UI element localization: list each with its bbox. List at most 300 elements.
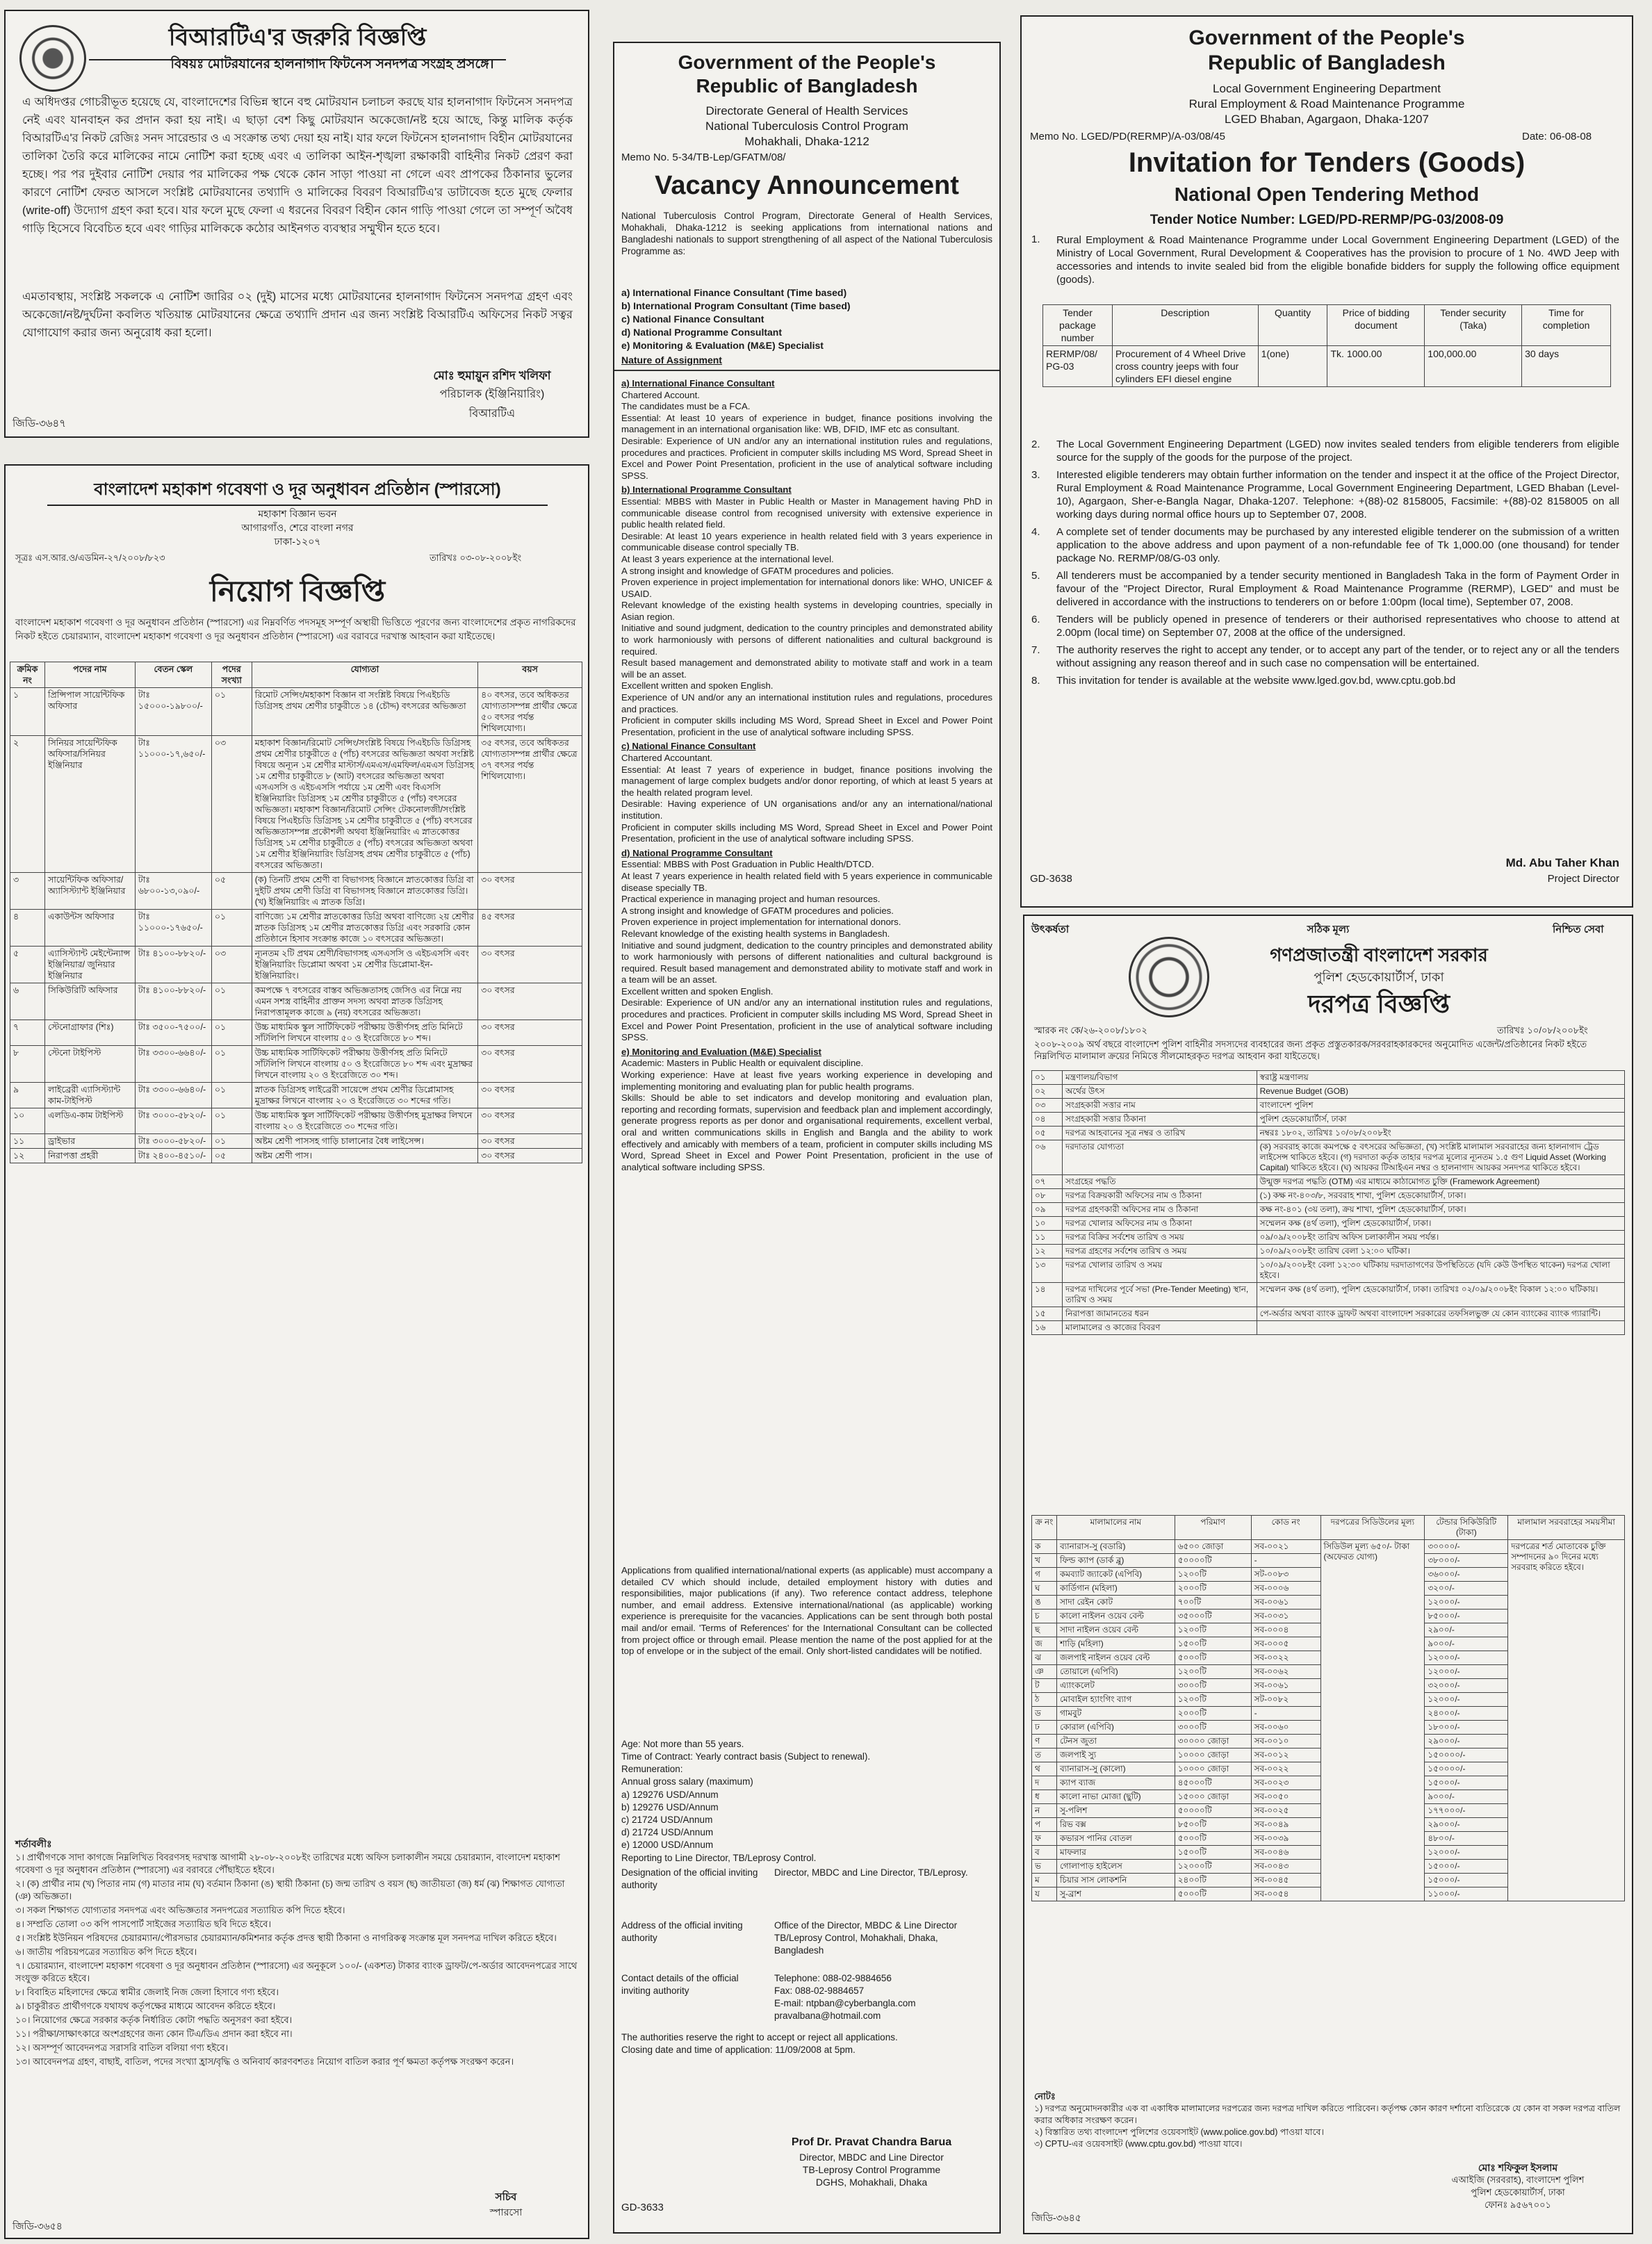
table-cell: ০৯: [1032, 1203, 1063, 1217]
brta-logo: [19, 25, 86, 92]
table-cell: সংগ্রহকারী সত্তার ঠিকানা: [1062, 1113, 1257, 1127]
table-cell: ৬৫০০ জোড়া: [1175, 1540, 1251, 1554]
ntp-contact-l: Contact details of the official inviting authority: [621, 1973, 742, 1996]
sparrso-code: জিডি-৩৬৫৪: [13, 2220, 63, 2231]
position-item: c) National Finance Consultant: [621, 313, 764, 325]
item-number: 6.: [1031, 614, 1040, 625]
police-notes: [1034, 2103, 1622, 2150]
table-cell: অষ্টম শ্রেণী পাস।: [252, 1149, 477, 1163]
table-cell: ঝ: [1032, 1651, 1057, 1665]
sparrso-org: বাংলাদেশ মহাকাশ গবেষণা ও দূর অনুধাবন প্রতিষ্ঠান (স্পারসো): [47, 477, 548, 506]
sparrso-notice: [4, 464, 589, 2239]
police-corner3: নিশ্চিত সেবা: [1553, 924, 1604, 935]
table-row: [1032, 1113, 1625, 1127]
table-cell: সংগ্রহের পদ্ধতি: [1062, 1175, 1257, 1189]
table-cell: গামবুট: [1056, 1707, 1175, 1721]
table-header-cell: কোড নং: [1251, 1516, 1320, 1540]
table-cell: ৩০০০০ জোড়া: [1175, 1735, 1251, 1748]
table-cell: -: [1251, 1554, 1320, 1568]
table-cell: ১০: [10, 1108, 45, 1134]
table-cell: ১৭৭০০০/-: [1425, 1804, 1508, 1818]
sparrso-terms: [15, 1851, 578, 2070]
ntp-closing: Closing date and time of application: 11/09/2008 at 5pm.: [621, 2045, 856, 2055]
table-row: [1032, 1140, 1625, 1175]
table-cell: ম: [1032, 1874, 1057, 1887]
table-header-cell: Time for completion: [1522, 305, 1611, 346]
list-item: [1031, 438, 1619, 464]
police-corner2: সঠিক মূল্য: [1307, 924, 1350, 935]
police-intro: ২০০৮-২০০৯ অর্থ বছরে বাংলাদেশ পুলিশ বাহিনীর সদস্যদের ব্যবহারের জন্য প্রকৃত প্রস্তুতকারক/সরবরাহকারকদের অনুমোদিত এজেন্ট/প্রতিষ্ঠানের নিকট হইতে নিম্নলিখিত মালামাল ক্রয়ের নিমিত্তে সীলমোহরকৃত দরপত্র আহবান করা যাইতেছে।: [1034, 1039, 1589, 1061]
term-item: ১২। অসম্পূর্ণ আবেদনপত্র সরাসরি বাতিল বলিয়া গণ্য হইবে।: [15, 2042, 229, 2053]
table-cell: সব-০০১০: [1251, 1735, 1320, 1748]
table-cell: জলপাই স্যু: [1056, 1748, 1175, 1762]
table-row: [1032, 1203, 1625, 1217]
table-cell: ঞ: [1032, 1665, 1057, 1679]
police-hq: পুলিশ হেডকোয়ার্টার্স, ঢাকা: [1314, 970, 1444, 984]
table-cell: ন্যূনতম ২টি প্রথম শ্রেণী/বিভাগসহ এসএসসি ও এইচএসসি এবং ইঞ্জিনিয়ারিং ডিপ্লোমা অথবা ১ম শ্রেণীর ডিপ্লোমা-ইন-ইঞ্জিনিয়ারিং।: [252, 947, 477, 983]
table-cell: ১৫০০০/-: [1425, 1874, 1508, 1887]
police-corner1: উৎকর্ষতা: [1031, 924, 1070, 935]
item-text: Tenders will be publicly opened in presence of tenderers or their authorised representatives who choose to attend at 2.00pm (local time) on September 07, 2008 at the office of the undersigned.: [1056, 614, 1619, 639]
table-cell: তোয়ালে (এপিবি): [1056, 1665, 1175, 1679]
section-heading: d) National Programme Consultant: [621, 847, 773, 858]
table-cell: ঢ: [1032, 1721, 1057, 1735]
ntp-intro: National Tuberculosis Control Program, Directorate General of Health Services, Mohakhali, Dhaka-1212 is seeking applications from international nations and Bangladeshi nationals to support strengthening of all aspect of the National Tuberculosis Programme as:: [621, 211, 995, 256]
term-item: ৮। বিবাহিত মহিলাদের ক্ষেত্রে স্বামীর জেলাই নিজ জেলা হিসাবে গণ্য হইবে।: [15, 1987, 279, 1997]
position-item: b) International Program Consultant (Time based): [621, 300, 851, 311]
table-header-cell: Quantity: [1258, 305, 1327, 346]
item-text: This invitation for tender is available at the website www.lged.gov.bd, www.cptu.gob.bd: [1056, 675, 1456, 687]
table-header-cell: যোগ্যতা: [252, 662, 477, 688]
table-cell: ১৫০০০/-: [1425, 1776, 1508, 1790]
table-cell: ০৪: [1032, 1113, 1063, 1127]
ntp-sig2: TB-Leprosy Control Programme: [802, 2164, 941, 2175]
table-cell: সব-০০২৫: [1251, 1804, 1320, 1818]
table-row: [1032, 1321, 1625, 1335]
table-cell: ৫০০০০টি: [1175, 1804, 1251, 1818]
sparrso-bhaban: মহাকাশ বিজ্ঞান ভবন: [258, 508, 337, 519]
table-cell: 30 days: [1522, 346, 1611, 387]
table-cell: ৩০ বৎসর: [478, 947, 582, 983]
lged-memo: Memo No. LGED/PD(RERMP)/A-03/08/45: [1030, 131, 1225, 142]
police-phone: ফোনঃ ৯৫৬৭০০১: [1485, 2200, 1551, 2210]
table-cell: দরপত্র আহবানের সূত্র নম্বর ও তারিখ: [1062, 1127, 1257, 1140]
table-cell: শাড়ি (মহিলা): [1056, 1637, 1175, 1651]
table-row: [1032, 1245, 1625, 1259]
table-cell: ১২০০০টি: [1175, 1860, 1251, 1874]
table-cell: ১২: [10, 1149, 45, 1163]
table-cell: পে-অর্ডার অথবা ব্যাংক ড্রাফট অথবা বাংলাদেশ সরকারের তফসিলভুক্ত যে কোন ব্যাংকের ব্যাংক গ্যারান্টি।: [1257, 1307, 1624, 1321]
table-cell: ৫০০০টি: [1175, 1832, 1251, 1846]
table-cell: ৩০ বৎসর: [478, 873, 582, 910]
table-row: [1032, 1283, 1625, 1307]
table-cell: ২০০০টি: [1175, 1582, 1251, 1596]
table-cell: দরপত্র বিক্রির সর্বশেষ তারিখ ও সময়: [1062, 1231, 1257, 1245]
table-cell: সব-০০৬০: [1251, 1721, 1320, 1735]
table-cell: ৪০ বৎসর, তবে অধিকতর যোগ্যতাসম্পন্ন প্রার্থীর ক্ষেত্রে ৫০ বৎসর পর্যন্ত শিথিলযোগ্য।: [478, 688, 582, 736]
table-cell: ৪৫ বৎসর: [478, 910, 582, 947]
table-cell: 100,000.00: [1425, 346, 1522, 387]
table-cell: কক্ষ নং-৪০১ (৩য় তলা), ক্রয় শাখা, পুলিশ হেডকোয়ার্টার্স, ঢাকা।: [1257, 1203, 1624, 1217]
table-cell: ৪: [10, 910, 45, 947]
table-cell: ২৪০০টি: [1175, 1874, 1251, 1887]
ntp-contact-v: Telephone: 088-02-9884656 Fax: 088-02-9884657 E-mail: ntpban@cyberbangla.com pravalbana@hotmail.com: [774, 1973, 916, 2021]
table-cell: সব-০০০৫: [1251, 1637, 1320, 1651]
table-cell: ১২০০টি: [1175, 1568, 1251, 1582]
table-cell: ঠ: [1032, 1693, 1057, 1707]
table-cell: কমপক্ষে ৭ বৎসরের বাস্তব অভিজ্ঞতাসহ জেসিও এর নিম্নে নয় এমন সশস্ত্র বাহিনীর প্রাক্তন সদস্য অথবা স্নাতক ডিগ্রিসহ নিরাপত্তামূলক কাজে ৯ (নয়) বৎসরের অভিজ্ঞতা।: [252, 983, 477, 1020]
table-cell: ৫০০০টি: [1175, 1887, 1251, 1901]
sparrso-intro: বাংলাদেশ মহাকাশ গবেষণা ও দূর অনুধাবন প্রতিষ্ঠান (স্পারসো) এর নিম্নবর্ণিত পদসমূহ সম্পূর্ণ অস্থায়ী ভিত্তিতে পূরণের জন্য বাংলাদেশের প্রকৃত নাগরিকদের নিকট হইতে চেয়ারম্যান, বাংলাদেশ মহাকাশ গবেষণা ও দূর অনুধাবন প্রতিষ্ঠান (স্পারসো) এর বরাবরে দরখাস্ত আহবান করা যাইতেছে।: [15, 617, 579, 641]
table-cell: দরপত্র গ্রহণের সর্বশেষ তারিখ ও সময়: [1062, 1245, 1257, 1259]
lged-gov2: Republic of Bangladesh: [1208, 51, 1446, 74]
table-cell: ধ: [1032, 1790, 1057, 1804]
table-cell: ০৯/০৯/২০০৮ইং তারিখ অফিস চলাকালীন সময় পর্যন্ত।: [1257, 1231, 1624, 1245]
table-cell: ০১: [211, 1020, 252, 1046]
ntp-sections: [621, 375, 992, 1173]
table-cell: ২৯০০০/-: [1425, 1818, 1508, 1832]
table-cell: গোলাপাড় হাইলেস: [1056, 1860, 1175, 1874]
table-cell: মহাকাশ বিজ্ঞান/রিমোট সেন্সিং/সংশ্লিষ্ট বিষয়ে পিএইচডি ডিগ্রিসহ প্রথম শ্রেণীর চাকুরীতে ৫ (পাঁচ) বৎসরের অভিজ্ঞতা অথবা সংশ্লিষ্ট বিষয়ে অন্যূন ১ম শ্রেণীর মাস্টার্স/এমএস/এমফিল/এমএস ডিগ্রিসহ ১ম শ্রেণীর চাকুরীতে ৮ (আট) বৎসরের অভিজ্ঞতা অথবা এসএসসি ও এইচএসসি পর্যায়ে ১ম শ্রেণী এবং বিএসসি ইঞ্জিনিয়ারিং ডিগ্রিসহ ১ম শ্রেণীর চাকুরীতে ৫ (পাঁচ) বৎসরের অভিজ্ঞতা। মহাকাশ বিজ্ঞান/রিমোট সেন্সিং টেকনোলজী/সংশ্লিষ্ট বিষয়ে পিএইচডি ডিগ্রিসহ ১ম শ্রেণীর চাকুরীতে ৫ (পাঁচ) বৎসরের অভিজ্ঞতাসম্পন্ন প্রকৌশলী অথবা ইঞ্জিনিয়ারিং এ স্নাতকোত্তর ডিগ্রিসহ ১ম শ্রেণীর চাকুরীতে ৫ (পাঁচ) বৎসরের অভিজ্ঞতা অথবা ১ম শ্রেণীর ইঞ্জিনিয়ারিং ডিগ্রিসহ প্রথম শ্রেণীর চাকুরীতে ৫ (পাঁচ) বৎসরের অভিজ্ঞতা।: [252, 736, 477, 873]
table-cell: উচ্চ মাধ্যমিক স্কুল সার্টিফিকেট পরীক্ষায় উত্তীর্ণসহ প্রতি মিনিটে সাঁটলিপি লিখনে বাংলায় ৫০ ও ইংরেজিতে ৮০ শব্দ।: [252, 1020, 477, 1046]
list-item: [1031, 613, 1619, 639]
table-cell: ১২০০০/-: [1425, 1665, 1508, 1679]
table-cell: ৮: [10, 1046, 45, 1083]
ntp-addr-l: Address of the official inviting authority: [621, 1920, 746, 1943]
police-hq2: পুলিশ হেডকোয়ার্টার্স, ঢাকা: [1471, 2187, 1565, 2197]
table-cell: ২০০০টি: [1175, 1707, 1251, 1721]
brta-signer: মোঃ হুমায়ুন রশিদ খলিফা: [433, 369, 551, 382]
table-cell: সব-০০৬২: [1251, 1665, 1320, 1679]
table-cell: মোবাইল হ্যাংগিং ব্যাগ: [1056, 1693, 1175, 1707]
table-cell: সব-০০০৪: [1251, 1623, 1320, 1637]
table-cell: ঙ: [1032, 1596, 1057, 1610]
table-cell: ক: [1032, 1540, 1057, 1554]
table-cell: সব-০০৪৫: [1251, 1874, 1320, 1887]
table-header-cell: পরিমাণ: [1175, 1516, 1251, 1540]
table-cell: ১৫০০টি: [1175, 1637, 1251, 1651]
table-cell: স্টেনোগ্রাফার (শিঃ): [44, 1020, 135, 1046]
table-cell: জ: [1032, 1637, 1057, 1651]
table-cell: সব-০০২৩: [1251, 1776, 1320, 1790]
table-cell: লাইব্রেরী এ্যাসিস্ট্যান্ট কাম-টাইপিস্ট: [44, 1083, 135, 1108]
table-cell: ০৩: [211, 947, 252, 983]
table-cell: ০২: [1032, 1085, 1063, 1099]
table-cell: Tk. 1000.00: [1327, 346, 1425, 387]
term-item: ৫। সংশ্লিষ্ট ইউনিয়ন পরিষদের চেয়ারম্যান/পৌরসভার চেয়ারম্যান/কমিশনার কর্তৃক প্রদত্ত স্থায়ী ঠিকানা ও নাগরিকত্ব সংক্রান্ত মূল সনদপত্র দাখিল করিতে হইবে।: [15, 1933, 557, 1943]
sparrso-title: নিয়োগ বিজ্ঞপ্তি: [209, 575, 386, 607]
sparrso-date: তারিখঃ ০৩-০৮-২০০৮ইং: [430, 552, 522, 563]
item-number: 2.: [1031, 439, 1040, 450]
table-row: [10, 1134, 582, 1149]
table-cell: ১৫০০০ জোড়া: [1175, 1790, 1251, 1804]
table-cell: ৮৫০০টি: [1175, 1818, 1251, 1832]
table-cell: দরপত্র দাখিলের পূর্বে সভা (Pre-Tender Meeting) স্থান, তারিখ ও সময়: [1062, 1283, 1257, 1307]
table-cell: ১২০০টি: [1175, 1693, 1251, 1707]
table-cell: টাঃ ১১০০০-১৭৬৫০/-: [135, 910, 211, 947]
ntp-title: Vacancy Announcement: [655, 171, 959, 200]
table-cell: ০৫: [1032, 1127, 1063, 1140]
lged-designation: Project Director: [1547, 873, 1619, 885]
table-row: [10, 1108, 582, 1134]
police-designation: এআইজি (সরবরাহ), বাংলাদেশ পুলিশ: [1451, 2175, 1585, 2185]
brta-title: বিআরটিএ'র জরুরি বিজ্ঞপ্তি: [89, 19, 506, 60]
ntp-memo: Memo No. 5-34/TB-Lep/GFATM/08/: [621, 151, 786, 163]
table-cell: টাঃ ৩৩০০-৬৬৪০/-: [135, 1046, 211, 1083]
table-cell: ১৬: [1032, 1321, 1063, 1335]
table-cell: ০৬: [1032, 1140, 1063, 1175]
table-header-cell: Tender security (Taka): [1425, 305, 1522, 346]
table-cell: ০৩: [211, 736, 252, 873]
table-cell: 1(one): [1258, 346, 1327, 387]
item-number: 8.: [1031, 675, 1040, 687]
table-cell: সাদা রেইন কোট: [1056, 1596, 1175, 1610]
table-header-cell: Tender package number: [1043, 305, 1113, 346]
table-cell: সিকিউরিটি অফিসার: [44, 983, 135, 1020]
brta-designation: পরিচালক (ইঞ্জিনিয়ারিং): [439, 388, 545, 400]
table-cell: য: [1032, 1887, 1057, 1901]
table-cell: নম্বরঃ ১৮০২, তারিখঃ ১০/০৮/২০০৮ইং: [1257, 1127, 1624, 1140]
table-cell: ড্রাইভার: [44, 1134, 135, 1149]
table-row: [10, 736, 582, 873]
lged-items: [1031, 438, 1619, 691]
table-header-cell: টেন্ডার সিকিউরিটি (টাকা): [1425, 1516, 1508, 1540]
table-cell: স্নাতক ডিগ্রিসহ লাইব্রেরী সায়েন্সে প্রথম শ্রেণীর ডিপ্লোমাসহ মুদ্রাক্ষর লিখনে বাংলায় ২০ ও ইংরেজিতে ৩০ শব্দের গতি।: [252, 1083, 477, 1108]
table-cell: ৯০০০/-: [1425, 1790, 1508, 1804]
table-cell: পুলিশ হেডকোয়ার্টার্স, ঢাকা: [1257, 1113, 1624, 1127]
brta-notice: [4, 10, 589, 438]
table-cell: টাঃ ১১০০০-১৭,৬৫০/-: [135, 736, 211, 873]
table-cell: ভ: [1032, 1860, 1057, 1874]
table-cell: এ্যাসিস্ট্যান্ট মেইন্টেন্যান্স ইঞ্জিনিয়ার/ জুনিয়ার ইঞ্জিনিয়ার: [44, 947, 135, 983]
table-cell: ২৪০০০/-: [1425, 1707, 1508, 1721]
table-cell: ৩৬০০০/-: [1425, 1568, 1508, 1582]
table-row: [10, 910, 582, 947]
sparrso-table: [10, 662, 582, 1163]
table-cell: ১০/০৯/২০০৮ইং তারিখ বেলা ১২:০০ ঘটিকা।: [1257, 1245, 1624, 1259]
table-cell: কালো নাইলন ওয়েব বেল্ট: [1056, 1610, 1175, 1623]
table-cell: টাঃ ৩৫০০-৭৫০০/-: [135, 1020, 211, 1046]
brta-para1: এ অধিদপ্তর গোচরীভূত হয়েছে যে, বাংলাদেশের বিভিন্ন স্থানে বহু মোটরযান চলাচল করছে যার হালনাগাদ ফিটনেস সনদপত্র নেই এবং যানবাহন কর প্রদান করা হয় নাই। এ ছাড়া বেশ কিছু মোটরযান অকেজো/নষ্ট হয়ে আছে, কিন্তু মালিক কর্তৃক বিআরটিএ'র নিকট রেজিঃ সনদ সারেন্ডার ও এ সংক্রান্ত তথ্য দেয়া হয় নাই। যার ফলে ফিটনেস হালনাগাদ বিহীন মোটরযানের তালিকা তৈরি করে মালিকের নামে নোটিশ করা হচ্ছে এবং এ তালিকা আইন-শৃঙ্খলা রক্ষাকারী বাহিনীর নিকট প্রেরণ করা হচ্ছে। পর পর দুইবার নোটিশ দেয়ার পর মালিকের পক্ষ থেকে কোন সাড়া পাওয়া না গেলে এবং প্রাপকের ঠিকানার ভুলের কারণে নোটিশ ফেরত আসলে সংশ্লিষ্ট মোটরযানের তথ্যাদি ও মালিকের বিবরণ বিআরটিএ'র ডাটাবেজ হতে মুছে ফেলার (write-off) উদ্যোগ গ্রহণ করা হবে। যার ফলে মুছে ফেলা এ ধরনের বিবরণ বিহীন কোন গাড়ি পাওয়া গেলে তা সম্পূর্ণ অবৈধ গাড়ি হিসেবে বিবেচিত হবে এবং গাড়ির মালিককে কঠোর আইনগত ব্যবস্থার সম্মুখীন হতে হবে।: [22, 96, 576, 235]
list-item: [1031, 468, 1619, 521]
table-cell: সু-ব্রাশ: [1056, 1887, 1175, 1901]
table-cell: এ্যাংকলেট: [1056, 1679, 1175, 1693]
table-header-cell: দরপত্রের সিডিউলের মূল্য: [1320, 1516, 1425, 1540]
table-cell: ৭০০টি: [1175, 1596, 1251, 1610]
note-item: ১) দরপত্র অনুমোদনকারীর এক বা একাধিক মালামালের দরপত্রের জন্য দরপত্র দাখিল করিতে পারিবেন। কর্তৃপক্ষ কোন কারণ দর্শানো ব্যতিরেকে যে কোন বা সকল দরপত্র বাতিল করার অধিকার সংরক্ষণ করেন।: [1034, 2104, 1621, 2125]
table-cell: ০৮: [1032, 1189, 1063, 1203]
table-row: [10, 1020, 582, 1046]
table-row: [10, 1083, 582, 1108]
table-cell: সব-০০২২: [1251, 1762, 1320, 1776]
table-cell: ৪৮০০/-: [1425, 1832, 1508, 1846]
delivery-cell: দরপত্রের শর্ত মোতাবেক চুক্তি সম্পাদনের ৯০ দিনের মধ্যে সরবরাহ করিতে হইবে।: [1508, 1540, 1625, 1901]
table-cell: দ: [1032, 1776, 1057, 1790]
brta-subject: বিষয়ঃ মোটরযানের হালনাগাদ ফিটনেস সনদপত্র সংগ্রহ প্রসঙ্গে।: [170, 57, 494, 72]
section-heading: a) International Finance Consultant: [621, 378, 775, 388]
table-header-cell: Price of bidding document: [1327, 305, 1425, 346]
lged-item1: Rural Employment & Road Maintenance Programme under Local Government Engineering Department (LGED) of the Ministry of Local Government, Rural Development & Cooperatives has the provision to procure of 1 No. 4WD Jeep with accessories and intends to invite sealed bid from the eligible bonafide bidders for supply the following office equipment (goods).: [1056, 234, 1623, 286]
table-cell: খ: [1032, 1554, 1057, 1568]
table-cell: ০৩: [1032, 1099, 1063, 1113]
table-cell: টাঃ ৪১০০-৮৮২০/-: [135, 983, 211, 1020]
table-cell: ণ: [1032, 1735, 1057, 1748]
list-item: [1031, 525, 1619, 565]
table-cell: ১৫০০০০/-: [1425, 1762, 1508, 1776]
table-cell: ১২০০০/-: [1425, 1846, 1508, 1860]
table-cell: থ: [1032, 1762, 1057, 1776]
term-item: ৩। সকল শিক্ষাগত যোগ্যতার সনদপত্র এবং অভিজ্ঞতার সনদপত্রের সত্যায়িত কপি দিতে হইবে।: [15, 1905, 345, 1915]
table-cell: সব-০০৬১: [1251, 1679, 1320, 1693]
table-cell: ঘ: [1032, 1582, 1057, 1596]
table-cell: এলডিএ-কাম টাইপিস্ট: [44, 1108, 135, 1134]
lged-notice: Tender Notice Number: LGED/PD-RERMP/PG-03/2008-09: [1150, 213, 1504, 227]
item-number: 3.: [1031, 469, 1040, 481]
table-cell: টাঃ ৩০০০-৫৮২০/-: [135, 1108, 211, 1134]
item-text: The authority reserves the right to accept any tender, or to accept any part of the tender, or to reject any or all the tenders without assigning any reason thereof and in such case no compensation will be entertained.: [1056, 644, 1619, 669]
table-header-cell: পদের সংখ্যা: [211, 662, 252, 688]
list-item: [1031, 644, 1619, 670]
term-item: ১০। নিয়োগের ক্ষেত্রে সরকার কর্তৃক নির্ধারিত কোটা পদ্ধতি অনুসরণ করা হইবে।: [15, 2015, 293, 2025]
table-header-cell: বেতন স্কেল: [135, 662, 211, 688]
table-cell: কমব্যাট জ্যাকেট (এপিবি): [1056, 1568, 1175, 1582]
term-item: ১১। পরীক্ষা/সাক্ষাৎকারে অংশগ্রহণের জন্য কোন টিএ/ডিএ প্রদান করা হইবে না।: [15, 2029, 293, 2039]
table-cell: সব-০০৪৬: [1251, 1846, 1320, 1860]
table-cell: ৯০০০/-: [1425, 1637, 1508, 1651]
table-cell: ৩২০০০/-: [1425, 1679, 1508, 1693]
table-row: [1032, 1259, 1625, 1283]
table-row: [1032, 1071, 1625, 1085]
table-cell: ৩৮০০০/-: [1425, 1554, 1508, 1568]
table-cell: ফ: [1032, 1832, 1057, 1846]
table-cell: ১৮০০০/-: [1425, 1721, 1508, 1735]
term-item: ৬। জাতীয় পরিচয়পত্রের সত্যায়িত কপি দিতে হইবে।: [15, 1947, 197, 1957]
table-row: [1032, 1189, 1625, 1203]
ntp-rights: The authorities reserve the right to accept or reject all applications.: [621, 2032, 898, 2042]
table-cell: ৩২০০/-: [1425, 1582, 1508, 1596]
table-cell: ব্যানারাস-সু (কালো): [1056, 1762, 1175, 1776]
section-heading: c) National Finance Consultant: [621, 741, 756, 752]
police-emblem: [1129, 937, 1209, 1017]
brta-para2: এমতাবস্থায়, সংশ্লিষ্ট সকলকে এ নোটিশ জারির ০২ (দুই) মাসের মধ্যে মোটরযানের হালনাগাদ ফিটনেস সনদপত্র গ্রহণ এবং অকেজো/নষ্ট/দুর্ঘটনা কবলিত খতিয়ান্ত মোটরযানের ক্ষেত্রে তথ্যাদি প্রদান এর জন্য সংশ্লিষ্ট বিআরটিএ অফিসের নিকট সত্বর যোগাযোগ করার জন্য অনুরোধ করা হলো।: [22, 290, 576, 339]
table-cell: ৯: [10, 1083, 45, 1108]
table-cell: উচ্চ মাধ্যমিক স্কুল সার্টিফিকেট পরীক্ষায় উত্তীর্ণসহ মুদ্রাক্ষর লিখনে বাংলায় ২০ ও ইংরেজিতে ৩০ শব্দের গতি।: [252, 1108, 477, 1134]
table-cell: ২৯০০০/-: [1425, 1735, 1508, 1748]
ntp-nature: Nature of Assignment: [621, 354, 722, 366]
table-cell: ৬: [10, 983, 45, 1020]
table-cell: ড: [1032, 1707, 1057, 1721]
item-text: A complete set of tender documents may be purchased by any interested eligible tenderer on the submission of a written application to the above address and upon payment of a non-refundable fee of Tk 1,000.00 (one thousand) for tender package No. RERMP/08/G-03 only.: [1056, 526, 1619, 564]
police-code: জিডি-৩৬৪৫: [1031, 2212, 1081, 2223]
position-item: d) National Programme Consultant: [621, 327, 783, 338]
table-cell: ছ: [1032, 1623, 1057, 1637]
table-header-cell: পদের নাম: [44, 662, 135, 688]
table-header-cell: মালামাল সরবরাহের সময়সীমা: [1508, 1516, 1625, 1540]
lged-signer: Md. Abu Taher Khan: [1505, 856, 1619, 869]
table-cell: ৩৫০০০টি: [1175, 1610, 1251, 1623]
table-cell: ৩০০০০/-: [1425, 1540, 1508, 1554]
table-cell: সব-০০৩৯: [1251, 1832, 1320, 1846]
police-date: তারিখঃ ১০/০৮/২০০৮ইং: [1497, 1025, 1588, 1035]
table-cell: বাণিজ্যে ১ম শ্রেণীর স্নাতকোত্তর ডিগ্রি অথবা বাণিজ্যে ২য় শ্রেণীর স্নাতক ডিগ্রিসহ ১ম শ্রেণীর স্নাতকোত্তর ডিগ্রি এবং সরকারি কোন প্রতিষ্ঠানে হিসাব সংক্রান্ত কাজে ১০ বৎসরের অভিজ্ঞতা।: [252, 910, 477, 947]
police-title: দরপত্র বিজ্ঞপ্তি: [1307, 990, 1450, 1018]
table-cell: সব-০০৫০: [1251, 1790, 1320, 1804]
table-cell: মন্ত্রণালয়/বিভাগ: [1062, 1071, 1257, 1085]
term-item: ৭। চেয়ারম্যান, বাংলাদেশ মহাকাশ গবেষণা ও দূর অনুধাবন প্রতিষ্ঠান (স্পারসো) এর অনুকূলে ১০০/- (একশত) টাকার ব্যাংক ড্রাফট/পে-অর্ডার আবেদনপত্রের সাথে সংযুক্ত করিতে হইবে।: [15, 1960, 578, 1983]
table-cell: ৩০০০টি: [1175, 1721, 1251, 1735]
table-cell: প: [1032, 1818, 1057, 1832]
table-cell: সাদা নাইলন ওয়েব বেল্ট: [1056, 1623, 1175, 1637]
item-number: 7.: [1031, 644, 1040, 656]
item-number: 4.: [1031, 526, 1040, 538]
table-cell: সব-০০৬১: [1251, 1596, 1320, 1610]
lged-gov1: Government of the People's: [1188, 26, 1465, 49]
table-cell: উচ্চ মাধ্যমিক সার্টিফিকেট পরীক্ষায় উত্তীর্ণসহ প্রতি মিনিটে সাঁটলিপি লিখনে বাংলায় ৫০ ও ইংরেজিতে ৮০ শব্দ এবং মুদ্রাক্ষর লিখনে বাংলায় ২০ ও ইংরেজিতে ৩০ শব্দ।: [252, 1046, 477, 1083]
table-cell: ১২০০০/-: [1425, 1651, 1508, 1665]
table-cell: ক্যাপ ব্যাজ: [1056, 1776, 1175, 1790]
table-cell: টাঃ ৪১০০-৮৮২০/-: [135, 947, 211, 983]
table-cell: ১১: [1032, 1231, 1063, 1245]
table-cell: সব-০০২১: [1251, 1540, 1320, 1554]
ntp-sig1: Director, MBDC and Line Director: [799, 2152, 944, 2163]
table-cell: ১: [10, 688, 45, 736]
table-cell: ০১: [211, 983, 252, 1020]
table-row: [1032, 1099, 1625, 1113]
table-cell: -: [1251, 1707, 1320, 1721]
ntp-apply: Applications from qualified international/national experts (as applicable) must accompany a detailed CV which should include, detailed employment history with duties and responsibilities, major publications (if any). Two reference contact address, telephone number, and email address. Extensive international/national (as applicable) working experience is prerequisite for the vacancies. Applications can be sent through both postal mail and/or email. 'Terms of References' for the International Consultant can be collected from project office or through email. Please mention the name of the post applied for at the top of envelope or in the subject of the email. Only short-listed candidates will be notified.: [621, 1565, 995, 1657]
ntp-dir: Directorate General of Health Services: [705, 104, 908, 117]
table-cell: সব-০০৪৩: [1251, 1860, 1320, 1874]
brta-code: জিডি-৩৬৪৭: [13, 418, 67, 429]
table-cell: ০১: [211, 1083, 252, 1108]
table-row: [10, 947, 582, 983]
salary-item: a) 129276 USD/Annum: [621, 1790, 719, 1800]
table-row: [10, 873, 582, 910]
lged-title: Invitation for Tenders (Goods): [1128, 147, 1526, 178]
police-memo: স্মারক নং কে/২৬-২০০৮/১৮০২: [1034, 1025, 1147, 1035]
table-cell: ২৯০০/-: [1425, 1623, 1508, 1637]
table-cell: ১৫: [1032, 1307, 1063, 1321]
term-item: ৪। সম্প্রতি তোলা ০৩ কপি পাসপোর্ট সাইজের সত্যায়িত ছবি দিতে হইবে।: [15, 1919, 272, 1929]
table-header-cell: ক্রমিক নং: [10, 662, 45, 688]
police-goods-table: [1031, 1515, 1625, 1901]
note-item: ৩) CPTU-এর ওয়েবসাইট (www.cptu.gov.bd) পাওয়া যাবে।: [1034, 2139, 1243, 2149]
table-row: [10, 983, 582, 1020]
police-notes-h: নোটঃ: [1034, 2091, 1056, 2102]
table-cell: সায়েন্টিফিক অফিসার/ অ্যাসিস্ট্যান্ট ইঞ্জিনিয়ার: [44, 873, 135, 910]
table-cell: চ: [1032, 1610, 1057, 1623]
table-cell: বাংলাদেশ পুলিশ: [1257, 1099, 1624, 1113]
term-item: ১৩। আবেদনপত্র গ্রহণ, বাছাই, বাতিল, পদের সংখ্যা হ্রাস/বৃদ্ধি ও অনিবার্য কারণবশতঃ নিয়োগ বাতিল করার পূর্ণ ক্ষমতা কর্তৃপক্ষ সংরক্ষণ করেন।: [15, 2056, 514, 2067]
salary-item: e) 12000 USD/Annum: [621, 1840, 714, 1850]
table-cell: সব-০০৩১: [1251, 1610, 1320, 1623]
section-text: Academic: Masters in Public Health or equivalent discipline. Working experience: Have at least five years working experience in developing and implementing monitoring and evaluating plan for public health programs. Skills: Should be able to set indicators and develop monitoring and evaluation plan, reporting and recording formats, supervision and feedback plan and implement accordingly, generate progress reports as per donor and organisational requirements, excellent verbal, oral and written communications skills in English and Bangla and the ability to work effectively and amicably with members of a team, proficient in computer skills including MS Word, Spread Sheet in Excel and Power Point Presentation, proficient in the use of analytical software including SPSS.: [621, 1058, 992, 1172]
table-cell: ১২০০০/-: [1425, 1596, 1508, 1610]
position-item: e) Monitoring & Evaluation (M&E) Specialist: [621, 340, 824, 351]
table-cell: ১৩: [1032, 1259, 1063, 1283]
table-cell: টেনস জুতা: [1056, 1735, 1175, 1748]
table-cell: সব-০০২২: [1251, 1651, 1320, 1665]
table-cell: জলপাই নাইলন ওয়েব বেল্ট: [1056, 1651, 1175, 1665]
lged-method: National Open Tendering Method: [1174, 183, 1480, 205]
table-cell: ২: [10, 736, 45, 873]
table-cell: টাঃ ৬৮০০-১৩,০৯০/-: [135, 873, 211, 910]
ntp-signer: Prof Dr. Pravat Chandra Barua: [791, 2136, 952, 2148]
table-cell: ৮৫০০০/-: [1425, 1610, 1508, 1623]
table-cell: ব্যানারাস-সু (বডারি): [1056, 1540, 1175, 1554]
table-cell: ০১: [211, 1046, 252, 1083]
table-cell: রিভ বক্স: [1056, 1818, 1175, 1832]
